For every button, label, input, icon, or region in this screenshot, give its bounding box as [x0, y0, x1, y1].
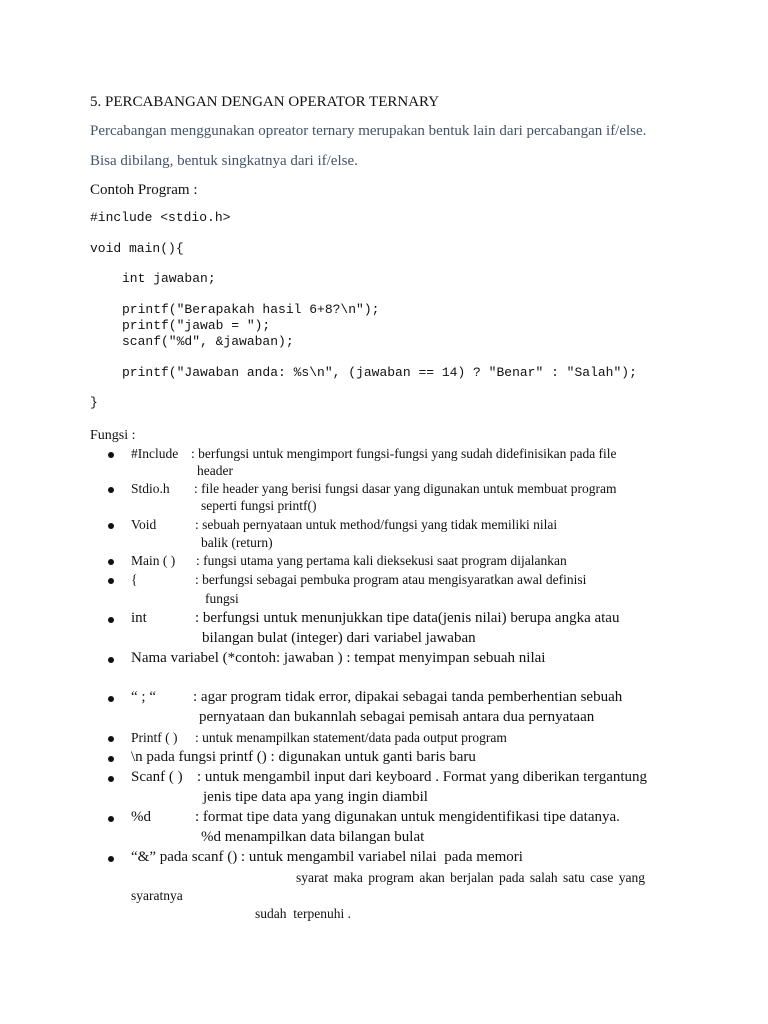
fungsi-label: Fungsi :: [90, 428, 136, 443]
list-item-cont: fungsi: [205, 591, 239, 606]
list-item-text: Nama variabel (*contoh: jawaban ) : tempat menyimpan sebuah nilai: [131, 650, 546, 666]
list-item-cont: header: [197, 463, 233, 478]
trailing-line-1: syarat maka program akan berjalan pada salah satu case yang: [296, 870, 645, 885]
list-item-desc: : berfungsi untuk menunjukkan tipe data(jenis nilai) berupa angka atau: [195, 610, 620, 626]
bullet-icon: [108, 523, 114, 529]
list-item-term: #Include: [131, 446, 179, 461]
list-item-term: {: [131, 572, 138, 587]
bullet-icon: [108, 578, 114, 584]
list-item-cont: %d menampilkan data bilangan bulat: [201, 829, 425, 845]
code-line-printf-2: printf("jawab = ");: [122, 318, 271, 333]
list-item-desc: : agar program tidak error, dipakai sebagai tanda pemberhentian sebuah: [193, 689, 623, 705]
program-label: Contoh Program :: [90, 182, 198, 198]
bullet-icon: [108, 756, 114, 762]
list-item-cont: bilangan bulat (integer) dari variabel jawaban: [202, 630, 476, 646]
list-item-term: Void: [131, 517, 157, 532]
list-item-cont: seperti fungsi printf(): [201, 498, 317, 513]
bullet-icon: [108, 657, 114, 663]
section-heading: 5. PERCABANGAN DENGAN OPERATOR TERNARY: [90, 94, 440, 110]
list-item-term: Printf ( ): [131, 730, 178, 745]
bullet-icon: [108, 487, 114, 493]
bullet-icon: [108, 559, 114, 565]
list-item-desc: : berfungsi untuk mengimport fungsi-fungsi yang sudah didefinisikan pada file: [191, 446, 617, 461]
list-item-desc: : file header yang berisi fungsi dasar yang digunakan untuk membuat program: [194, 481, 617, 496]
list-item-desc: : sebuah pernyataan untuk method/fungsi yang tidak memiliki nilai: [195, 517, 558, 532]
list-item-cont: balik (return): [201, 535, 273, 550]
bullet-icon: [108, 776, 114, 782]
list-item-text: “&” pada scanf () : untuk mengambil variabel nilai pada memori: [131, 849, 523, 865]
list-item-term: Main ( ): [131, 553, 176, 568]
list-item-term: int: [131, 610, 147, 626]
code-line-printf-3: printf("Jawaban anda: %s\n", (jawaban == 14) ? "Benar" : "Salah");: [122, 365, 637, 380]
code-line-include: #include <stdio.h>: [90, 210, 231, 225]
list-item-desc: : fungsi utama yang pertama kali dieksekusi saat program dijalankan: [196, 553, 567, 568]
list-item-term: Scanf ( ): [131, 769, 183, 785]
intro-paragraph-2: Bisa dibilang, bentuk singkatnya dari if/else.: [90, 153, 358, 169]
code-line-main-open: void main(){: [90, 241, 184, 256]
list-item-desc: : untuk mengambil input dari keyboard . Format yang diberikan tergantung: [197, 769, 648, 785]
list-item-term: “ ; “: [131, 689, 156, 705]
bullet-icon: [108, 617, 114, 623]
bullet-icon: [108, 816, 114, 822]
list-item-term: Stdio.h: [131, 481, 170, 496]
intro-paragraph-1: Percabangan menggunakan opreator ternary merupakan bentuk lain dari percabangan if/else.: [90, 123, 647, 139]
trailing-line-3: sudah terpenuhi .: [255, 906, 351, 921]
list-item-cont: pernyataan dan bukannlah sebagai pemisah antara dua pernyataan: [199, 709, 595, 725]
list-item-desc: : format tipe data yang digunakan untuk mengidentifikasi tipe datanya.: [195, 809, 620, 825]
bullet-icon: [108, 696, 114, 702]
code-line-decl: int jawaban;: [122, 271, 216, 286]
list-item-desc: : berfungsi sebagai pembuka program atau mengisyaratkan awal definisi: [195, 572, 587, 587]
list-item-desc: : untuk menampilkan statement/data pada output program: [195, 730, 507, 745]
code-line-main-close: }: [90, 395, 98, 410]
bullet-icon: [108, 856, 114, 862]
trailing-line-2: syaratnya: [131, 888, 183, 903]
code-line-printf-1: printf("Berapakah hasil 6+8?\n");: [122, 302, 380, 317]
list-item-term: %d: [131, 809, 151, 825]
code-line-scanf: scanf("%d", &jawaban);: [122, 334, 294, 349]
list-item-text: \n pada fungsi printf () : digunakan untuk ganti baris baru: [131, 749, 476, 765]
bullet-icon: [108, 736, 114, 742]
list-item-cont: jenis tipe data apa yang ingin diambil: [203, 789, 428, 805]
bullet-icon: [108, 452, 114, 458]
